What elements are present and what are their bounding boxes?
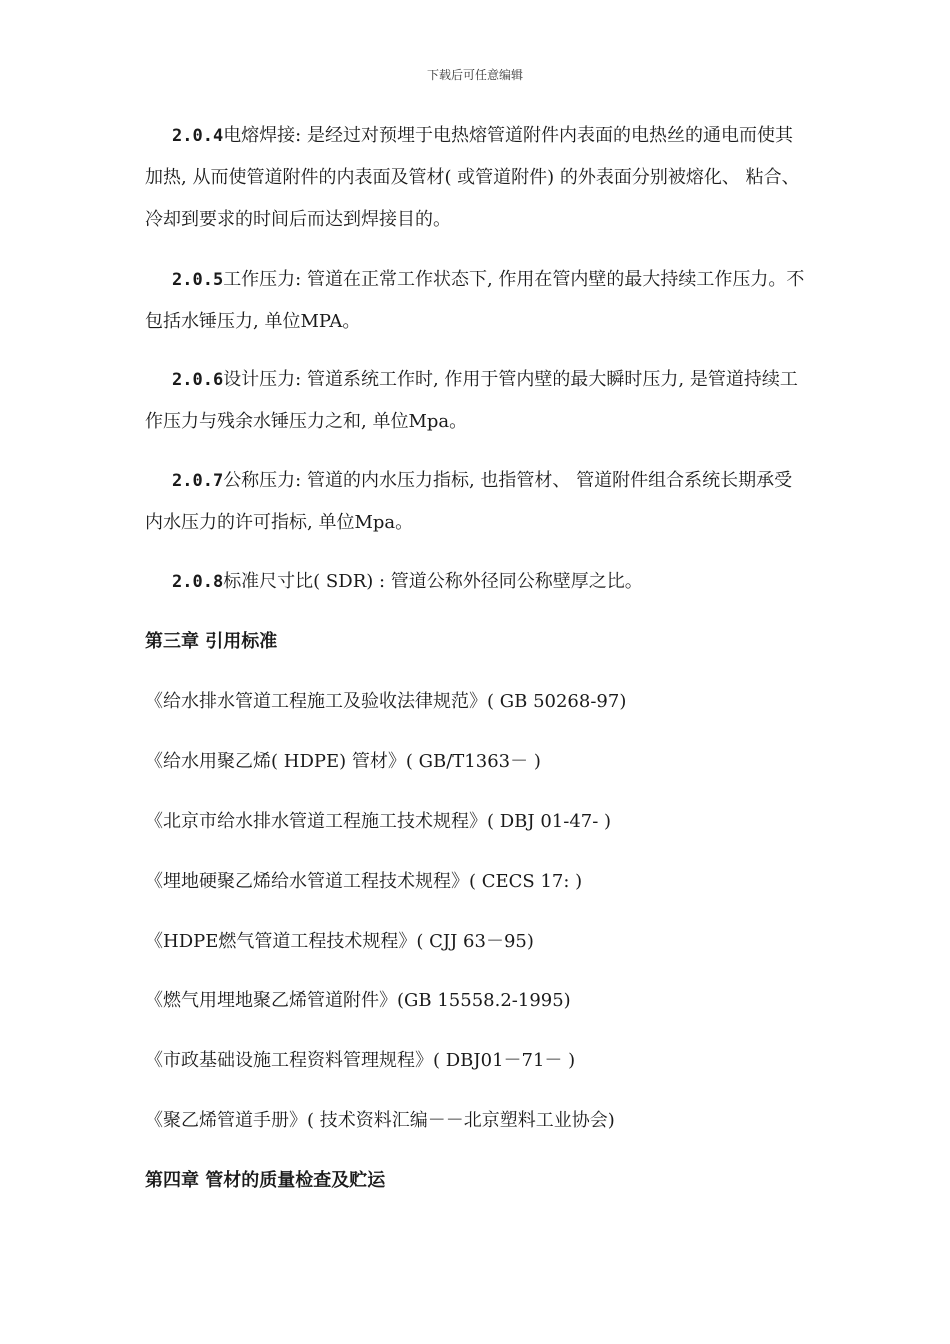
definition-text: 工作压力: 管道在正常工作状态下, 作用在管内壁的最大持续工作压力。不包括水锤压力, 单位MPA。 (145, 269, 805, 332)
reference-item: 《给水用聚乙烯( HDPE) 管材》( GB/T1363－ ) (145, 751, 541, 772)
definition-text: 电熔焊接: 是经过对预埋于电热熔管道附件内表面的电热丝的通电而使其加热, 从而使管道附件的内表面及管材( 或管道附件) 的外表面分别被熔化、 粘合、 冷却到要求的时间后而达到焊接目的。 (145, 125, 800, 230)
reference-item: 《给水排水管道工程施工及验收法律规范》( GB 50268-97) (145, 691, 627, 712)
reference-item: 《北京市给水排水管道工程施工技术规程》( DBJ 01-47- ) (145, 811, 612, 832)
header-note: 下载后可任意编辑 (426, 68, 523, 82)
definition-number: 2.0.8 (172, 572, 224, 592)
definition-number: 2.0.5 (172, 270, 224, 290)
reference-item: 《市政基础设施工程资料管理规程》( DBJ01－71－ ) (145, 1050, 576, 1071)
definition-number: 2.0.4 (172, 126, 224, 146)
definition-text: 公称压力: 管道的内水压力指标, 也指管材、 管道附件组合系统长期承受内水压力的许可指标, 单位Mpa。 (145, 470, 793, 533)
definition-2-0-4 (145, 115, 810, 241)
definition-2-0-5 (145, 259, 810, 343)
definition-number: 2.0.7 (172, 471, 224, 491)
chapter-4-title: 第四章 管材的质量检查及贮运 (145, 1170, 386, 1191)
definition-2-0-7 (145, 460, 810, 544)
definition-text: 标准尺寸比( SDR) : 管道公称外径同公称壁厚之比。 (223, 571, 643, 592)
reference-item: 《聚乙烯管道手册》( 技术资料汇编－－北京塑料工业协会) (145, 1110, 615, 1131)
definition-2-0-6 (145, 359, 810, 443)
reference-item: 《燃气用埋地聚乙烯管道附件》(GB 15558.2-1995) (145, 990, 571, 1011)
reference-item: 《HDPE燃气管道工程技术规程》( CJJ 63－95) (145, 931, 534, 952)
definition-number: 2.0.6 (172, 370, 224, 390)
chapter-3-title: 第三章 引用标准 (145, 631, 278, 652)
definition-text: 设计压力: 管道系统工作时, 作用于管内壁的最大瞬时压力, 是管道持续工作压力与残余水锤压力之和, 单位Mpa。 (145, 369, 798, 432)
reference-item: 《埋地硬聚乙烯给水管道工程技术规程》( CECS 17: ) (145, 871, 583, 892)
definition-2-0-8 (145, 561, 810, 603)
